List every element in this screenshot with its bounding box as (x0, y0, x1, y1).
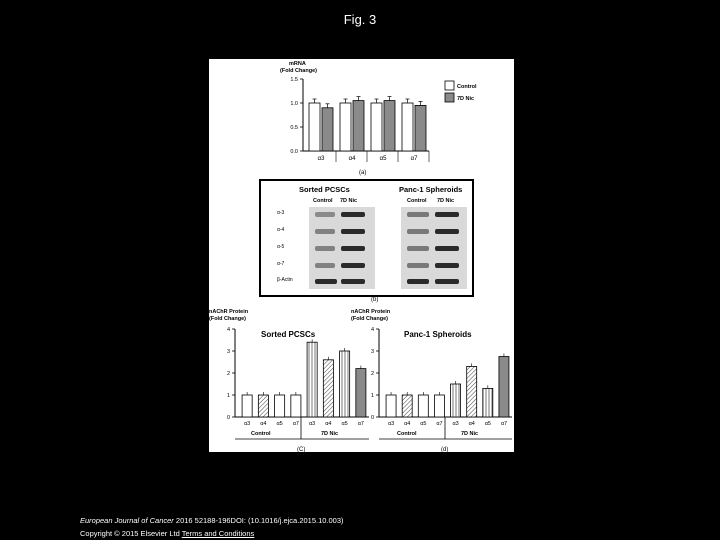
blot-band (315, 212, 335, 217)
x-category-label: α4 (325, 421, 332, 427)
terms-link[interactable]: Terms and Conditions (181, 529, 255, 538)
bar-7d-nic (384, 101, 395, 151)
blot-band (341, 229, 365, 234)
blot-band (341, 246, 365, 251)
x-category-label: α7 (357, 421, 364, 427)
panel-a-chart (280, 61, 477, 176)
x-category-label: α4 (468, 421, 475, 427)
panel-d-title: Panc-1 Spheroids (404, 330, 472, 339)
x-category-label: α3 (309, 421, 316, 427)
caption-copyright: Copyright © 2015 Elsevier Ltd (80, 529, 182, 538)
blot-right-col-nic: 7D Nic (437, 198, 455, 204)
bar-7d-nic (353, 101, 364, 151)
blot-band (435, 263, 459, 268)
blot-right-membrane (401, 207, 467, 289)
legend-nic-swatch (445, 93, 454, 102)
panel-d-chart (351, 309, 512, 452)
bar-7d-nic (415, 105, 426, 151)
blot-band (435, 212, 459, 217)
figure-caption (80, 514, 344, 540)
bar (483, 388, 493, 417)
panel-c-group-nic: 7D Nic (321, 431, 339, 437)
bar (499, 357, 509, 418)
x-category-label: α5 (341, 421, 348, 427)
y-tick-label: 1.5 (290, 77, 298, 83)
legend-control-swatch (445, 81, 454, 90)
blot-band (407, 212, 429, 217)
bar (291, 395, 301, 417)
blot-right-title: Panc-1 Spheroids (399, 185, 463, 194)
blot-band (315, 246, 335, 251)
bar (307, 342, 317, 417)
blot-band (435, 229, 459, 234)
blot-band (341, 279, 365, 284)
blot-band (341, 263, 365, 268)
panel-c-title: Sorted PCSCs (261, 330, 316, 339)
x-category-label: α5 (484, 421, 491, 427)
x-category-label: α7 (436, 421, 443, 427)
blot-band (407, 279, 429, 284)
blot-band (315, 279, 337, 284)
y-tick-label: 1 (370, 393, 374, 399)
blot-row-label: β-Actin (277, 277, 293, 283)
blot-left-col-nic: 7D Nic (340, 198, 358, 204)
bar (386, 395, 396, 417)
y-tick-label: 4 (370, 327, 374, 333)
bar (434, 395, 444, 417)
bar (258, 395, 268, 417)
bar-control (340, 103, 351, 151)
blot-left-membrane (309, 207, 375, 289)
y-tick-label: 0.5 (290, 125, 298, 131)
x-category-label: α3 (317, 156, 325, 162)
caption-reference: 2016 52188-196DOI: (10.1016/j.ejca.2015.10.003) (173, 516, 344, 525)
panel-d-ylabel-1: nAChR Protein (351, 309, 391, 315)
panel-c-ylabel-1: nAChR Protein (209, 309, 249, 315)
y-tick-label: 1 (226, 393, 230, 399)
blot-row-label: α-3 (277, 210, 285, 216)
bar (418, 395, 428, 417)
panel-c-group-control: Control (251, 431, 271, 437)
x-category-label: α7 (500, 421, 508, 427)
blot-band (435, 246, 459, 251)
panel-d-group-nic: 7D Nic (461, 431, 479, 437)
x-category-label: α4 (260, 421, 267, 427)
bar (356, 369, 366, 417)
x-category-label: α5 (379, 156, 387, 162)
panel-b-blot (259, 179, 474, 297)
bar (451, 384, 461, 417)
x-category-label: α4 (404, 421, 411, 427)
panel-a-ylabel-1: mRNA (289, 61, 306, 67)
bar (323, 360, 333, 417)
x-category-label: α7 (292, 421, 299, 427)
y-tick-label: 2 (370, 371, 374, 377)
bar (340, 351, 350, 417)
x-category-label: α4 (348, 156, 356, 162)
y-tick-label: 0.0 (290, 149, 298, 155)
bar (242, 395, 252, 417)
panel-d-tag: (d) (441, 447, 449, 452)
figure-image (209, 59, 514, 452)
blot-band (407, 246, 429, 251)
blot-right-col-control: Control (407, 198, 427, 204)
bar-7d-nic (322, 108, 333, 151)
blot-band (407, 229, 429, 234)
blot-band (341, 212, 365, 217)
blot-band (435, 279, 459, 284)
blot-band (315, 263, 335, 268)
blot-band (407, 263, 429, 268)
x-category-label: α3 (452, 421, 459, 427)
panel-c-ylabel-2: (Fold Change) (209, 316, 246, 322)
y-tick-label: 0 (370, 415, 374, 421)
bar-control (371, 103, 382, 151)
blot-row-label: α-4 (277, 227, 285, 233)
panel-d-ylabel-2: (Fold Change) (351, 316, 388, 322)
bar (467, 366, 477, 417)
panel-c-tag: (C) (297, 447, 306, 452)
bar-control (402, 103, 413, 151)
panel-d-group-control: Control (397, 431, 417, 437)
figure-title: Fig. 3 (343, 12, 377, 27)
x-category-label: α7 (410, 156, 418, 162)
bar (402, 395, 412, 417)
blot-left-col-control: Control (313, 198, 333, 204)
legend-nic-label: 7D Nic (457, 96, 475, 102)
bar-control (309, 103, 320, 151)
blot-band (315, 229, 335, 234)
panel-c-chart (209, 309, 369, 452)
blot-left-title: Sorted PCSCs (299, 185, 350, 194)
caption-journal: European Journal of Cancer (80, 516, 174, 525)
y-tick-label: 1.0 (290, 101, 298, 107)
panel-a-ylabel-2: (Fold Change) (280, 68, 317, 74)
bar (275, 395, 285, 417)
blot-row-label: α-5 (277, 244, 285, 250)
x-category-label: α3 (387, 421, 395, 427)
panel-b-tag: (b) (371, 297, 379, 303)
panel-a-tag: (a) (359, 170, 367, 176)
x-category-label: α5 (276, 421, 283, 427)
y-tick-label: 0 (226, 415, 230, 421)
legend-control-label: Control (457, 84, 477, 90)
y-tick-label: 3 (370, 349, 374, 355)
x-category-label: α5 (420, 421, 427, 427)
blot-row-label: α-7 (277, 261, 285, 267)
y-tick-label: 2 (226, 371, 230, 377)
y-tick-label: 3 (226, 349, 230, 355)
x-category-label: α3 (244, 421, 251, 427)
y-tick-label: 4 (226, 327, 230, 333)
